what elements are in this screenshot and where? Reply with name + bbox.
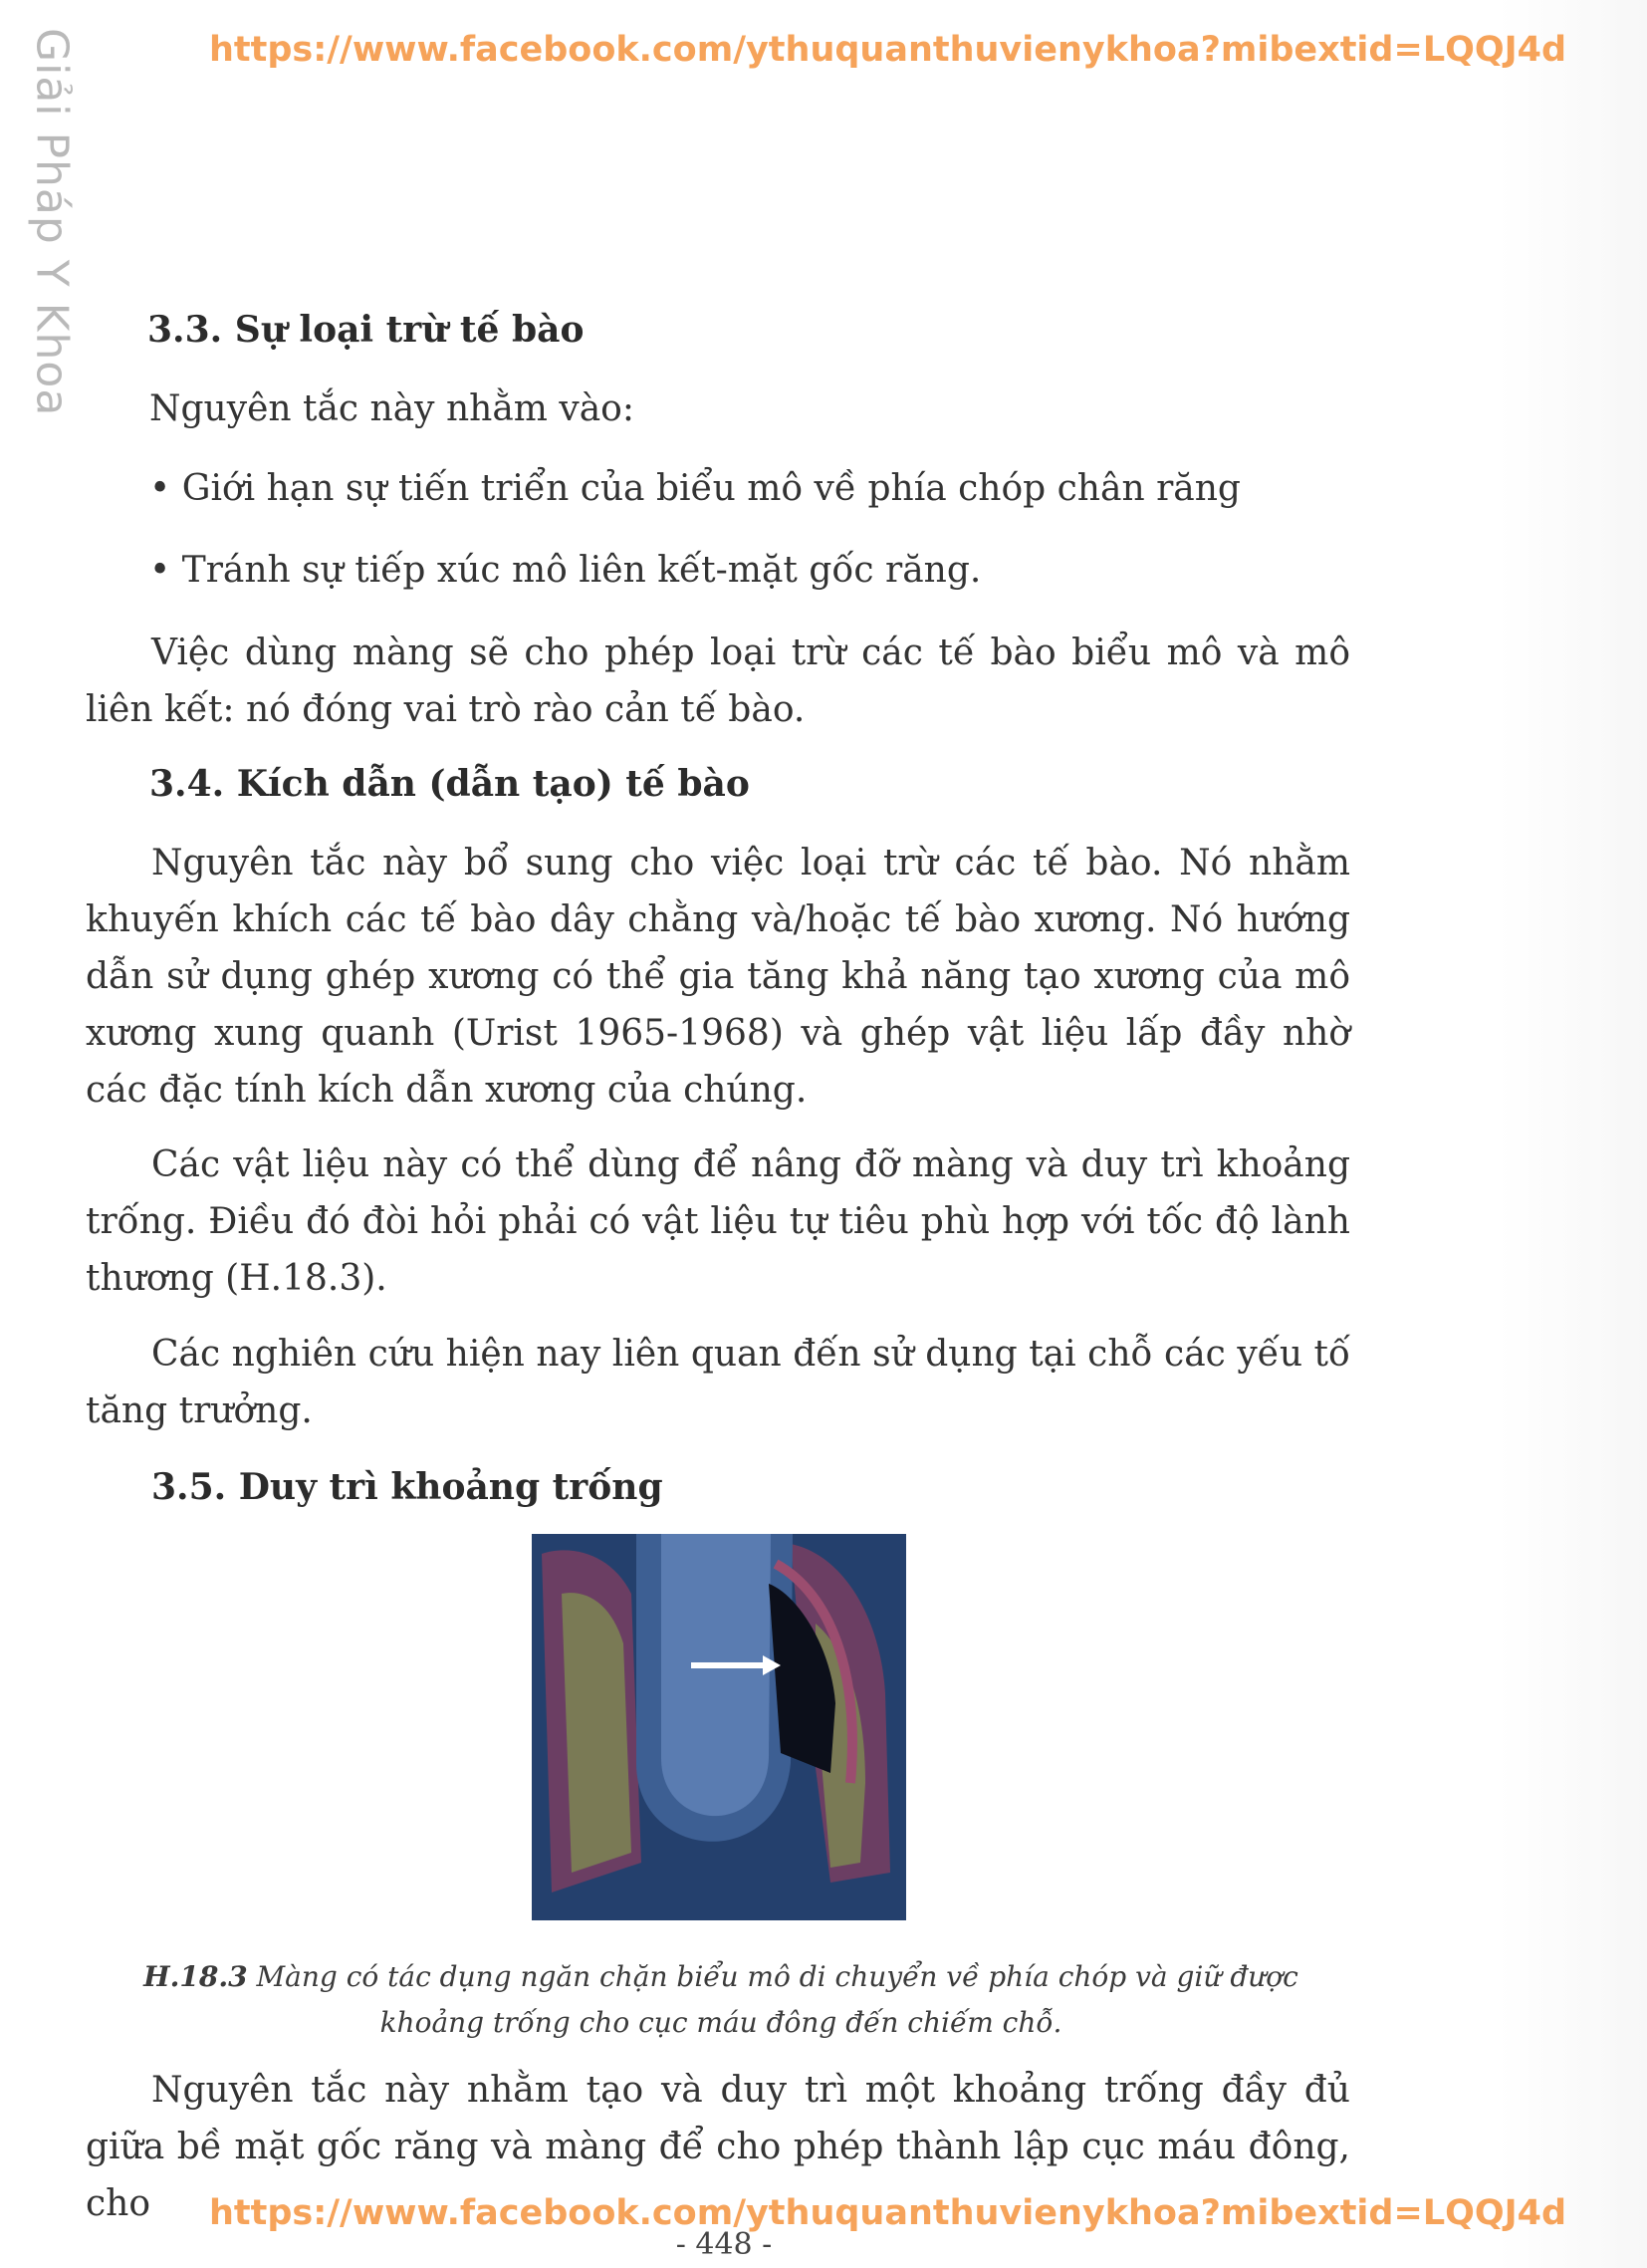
paragraph-3-3: Việc dùng màng sẽ cho phép loại trừ các tế bào biểu mô và mô liên kết: nó đóng vai trò rào cản tế bào. (86, 632, 1350, 730)
figure-h18-3 (532, 1534, 906, 1920)
watermark-url-bottom[interactable]: https://www.facebook.com/ythuquanthuvienykhoa?mibextid=LQQJ4d (209, 2193, 1567, 2233)
paragraph-3-4-3: Các nghiên cứu hiện nay liên quan đến sử dụng tại chỗ các yếu tố tăng trưởng. (86, 1334, 1350, 1431)
bullet-item-2: • Tránh sự tiếp xúc mô liên kết-mặt gốc răng. (149, 550, 981, 591)
heading-3-5: 3.5. Duy trì khoảng trống (151, 1466, 663, 1508)
paragraph-3-4-2: Các vật liệu này có thể dùng để nâng đỡ màng và duy trì khoảng trống. Điều đó đòi hỏi phải có vật liệu tự tiêu phù hợp với tốc độ lành thương (H.18.3). (86, 1144, 1350, 1299)
paragraph-3-4-1: Nguyên tắc này bổ sung cho việc loại trừ các tế bào. Nó nhằm khuyến khích các tế bào dây chằng và/hoặc tế bào xương. Nó hướng dẫn sử dụng ghép xương có thể gia tăng khả năng tạo xương của mô xương xung quanh (Urist 1965-1968) và ghép vật liệu lấp đầy nhờ các đặc tính kích dẫn xương của chúng. (86, 843, 1350, 1111)
figure-caption-text: Màng có tác dụng ngăn chặn biểu mô di chuyển về phía chóp và giữ được khoảng trống cho cục máu đông đến chiếm chỗ. (256, 1960, 1298, 2039)
heading-3-4: 3.4. Kích dẫn (dẫn tạo) tế bào (149, 763, 750, 805)
bullet-item-1: • Giới hạn sự tiến triển của biểu mô về phía chóp chân răng (149, 468, 1241, 509)
figure-caption (90, 1954, 1352, 2046)
tooth-membrane-illustration (532, 1534, 906, 1920)
intro-3-3: Nguyên tắc này nhằm vào: (149, 388, 634, 429)
side-watermark (24, 28, 80, 417)
figure-label: H.18.3 (143, 1960, 248, 1993)
page-number: - 448 - (675, 2227, 773, 2262)
scan-edge-shadow (1498, 0, 1647, 2268)
heading-3-3: 3.3. Sự loại trừ tế bào (147, 309, 585, 351)
side-watermark-text: Giải Pháp Y Khoa (26, 28, 78, 417)
paragraph-3-5: Nguyên tắc này nhằm tạo và duy trì một khoảng trống đầy đủ giữa bề mặt gốc răng và màng để cho phép thành lập cục máu đông, cho (86, 2070, 1350, 2224)
watermark-url-top[interactable]: https://www.facebook.com/ythuquanthuvienykhoa?mibextid=LQQJ4d (209, 30, 1567, 70)
